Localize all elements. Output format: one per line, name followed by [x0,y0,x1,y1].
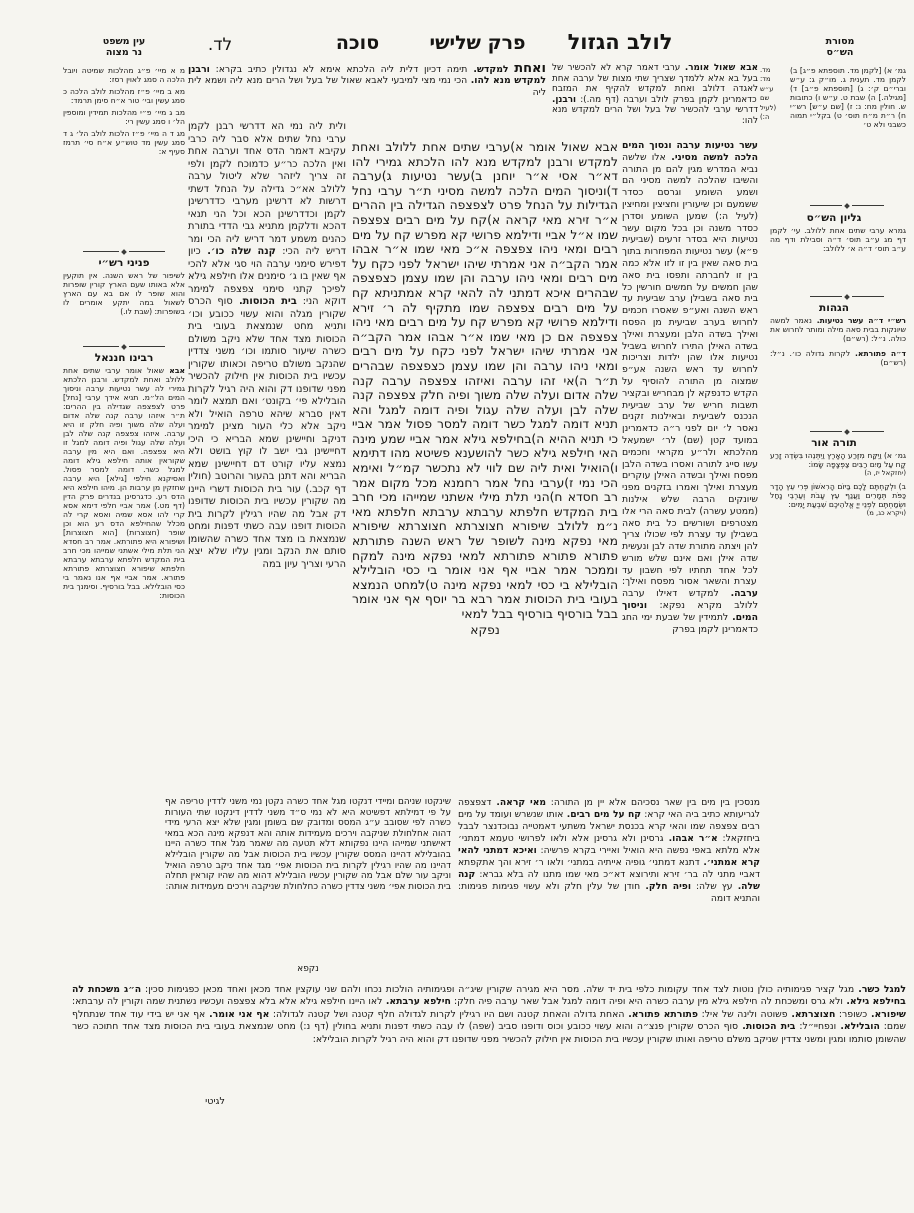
rashi-dibur-body: דתנא דמתני׳ גופיה אייתיה במתני׳ ולאו ר׳ זירא והך אתקפתא דאביי מתני לה בר׳ זירא ותירוצא דא״כ מאי שמו מתנו לה בלא גברא: [458,857,760,880]
hagahot-entry [770,316,906,343]
rashi-wide-block [458,797,760,983]
chapter-title: לולב הגזול [567,30,673,54]
marginal-references [760,66,786,200]
torah-or-verse-text: גמ׳ א) וַיִּקַּח מִזֶּרַע הָאָרֶץ וַיִּתְּנֵהוּ בִּשְׂדֵה זָרַע קָח עַל מַיִם רַבִּים צַפְצָפָה שָׂמוֹ: [770,451,906,469]
rashi-dibur-head: למגל כשר. [858,984,906,995]
gilyon-hashas-title: גליון הש״ס [806,212,862,224]
rashi-dibur-head: א״ר אבהו. [668,833,718,844]
masoret-header-line2: הש״ס [826,47,854,58]
gilyon-hashas-text: גמרא ערבי שתים אחת ללולב. עי׳ לקמן דף מג ע״ב תוס׳ ד״ה וסבילת ודף מה ע״ב תוס׳ ד״ה א׳ ללולב: [770,226,906,253]
marginal-ref: שם [760,94,770,103]
rashi-dibur-head: אבא שאול אומר. [684,63,758,73]
rashi-dibur-head: וניסוך המים. [622,600,758,623]
rashi-dibur-body: דדרשי ערבי להכשיר של בעל ושל הרים למקדש מנא להו: [552,105,758,126]
hagahot-title: הגהות [819,302,849,314]
torah-or-verse [770,482,906,517]
marginal-ref: ה:) [760,113,770,122]
ein-mishpat-entry: מא ב מיי׳ פ״ז מהלכות לולב הלכה כ סמג עשין ובי׳ טור א״ח סימן תרמד: [63,87,185,105]
marginal-ref: (לעיל [760,103,777,112]
pninei-rashi-text: לשיפור של ראש השנה. אין תוקעין אלא באותו שעם הארץ קורין שופרות והוא שופר לו אם בא עם הארץ לשאול במה יתקע אומרים לו בשופרות: (שבת לו.) [63,271,185,316]
tosafot-dibur-body: הכי נמי מצי למיבעי לאבא שאול של בעל ושל הרים מנא ליה ושמא לית ליה [188,75,546,98]
hagahot-entry-head: ד״ה פתורתא. [855,349,906,358]
rabbeinu-chananel-body: שאול אומר ערבי שתים אחת ללולב ואחת למקדש. ורבנן הלכתא גמירי לה עשר נטיעות ערבה וניסוך המים הל״מ. תניא אידך ערבי [נחל] פרט לצפצפה שגדילה בין ההרים: ת״ר איזהו ערבה קנה שלה אדום ועלה שלה משוך ופיה חלק זו היא ערבה. איזהו צפצפה קנה שלה לבן ועלה שלה עגול ופיה דומה למגל זו היא צפצפה. ואם היא מין ערבה שקוראין אותה חילפא גילא דומה למגל כשר. דומה למסר פסול. ואסיקנא חילפי [גילא] היא ערבה שחזקין מן ערבות הן. מיהו חילפא היא הדס רע. כדגרסינן בנדרים פרק הדין (דף מט.) אמר אביי חלפי דימא אסא קרי להו אסא שמיה ואסא קרי לה מכלל שהחילפא הדס רע הוא וכן שופר (חצוצרות) [הוא חצוצרות] ושיפורא היא פתורתא. אמר רב חסדא הני תלת מילי אשתני שמייהו מכי חרב בית המקדש חלפתא ערבתא ערבתא חלפתא שיפורא חצוצרתא פתורתא פתורא. אמר אביי אף אנו נאמר בי כסי הובלילא. בבל בורסיף. וסימנך בית הכוסות: [63,366,185,600]
ein-mishpat-entries [63,66,185,244]
rabbeinu-chananel-head: אבא [169,366,185,375]
rabbeinu-chananel-text [63,366,185,762]
tosafot-dibur-body: סוף הכרס שקורין מגלה והוא עשוי ככובע וכו׳ ותניא מחט שנמצאת בעובי בית הכוסות מצד אחד שלא ניקב משולם כשרה שיעור סותמו וכו׳ משני צדדין שהנקב משולם טריפה וכאותו שקורין עכשיו בית הכוסות אין חילוק להכשיר מפני שדופנו דק והוא היה רגיל לקרות הובלילא פי׳ בקונט׳ ואם תמצא לומר דאין סברא שיהא טרפה הואיל ולא ניקב אלא כלי העור מצינן למימר דניקב וחיישינן שמא הבריא כי היכי דחיישינן גבי ישב לו קוץ בושט ולא נמצא עליו קורט דם דחיישינן שמא הבריא והא דתנן בהעור והרוטב (חולין דף קכב.) עור בית הכוסות דשרי היינו מה שקורין עכשיו בית הכוסות שדופנו דק אבל מה שהיו רגילין לקרות בית הכוסות דופנו עבה כשתי דפנות ומחט שנמצאת בו מצד אחד כשרה שהשומן סותם את הנקב ומגין עליו שלא יצא הרעי וצריך עיון במה [188,296,346,570]
hagahot-entry-head: רש״י ד״ה עשר נטיעות. [816,316,906,325]
rashi-dibur-head: ורבנן. [552,94,577,105]
rashi-dibur-head: ופיה חלק. [645,881,691,892]
rashi-dibur-head: פתורתא פתורא. [628,1008,699,1020]
hagahot-entry [770,349,906,367]
rashi-dibur-head: מאי קראה. [496,797,547,808]
rashi-column [622,140,758,808]
rashi-dibur-body: עץ שלה: [695,881,733,892]
rashi-dibur-body: דצפצפה לגריעותא כתיב ביה האי קרא: [458,797,760,820]
hagahot-entry-body: לקרות גדולה כו׳. נ״ל: (רש״ם) [770,349,906,367]
gemara-column [352,140,618,637]
flourish-divider [810,293,884,300]
tosafot-dibur-head: למקדש. [473,64,509,75]
rashi-dibur-body: חודן של עלין חלק ולא עשוי פגימות פגימות: והתניא דומה [458,881,760,904]
rashi-dibur-body: האחת גדולה והאחת קטנה ושם היו רגילין לקרות לגדולה חלף קטנה ושל קטנה לגדולה: [272,1008,625,1020]
rashi-dibur-body: למקדש דאילו ערבה ללולב מקרא נפקא: [622,588,758,612]
masoret-header-line1: מסורת [825,36,855,47]
rashi-dibur-head: אף אני אומר. [209,1008,270,1020]
tosafot-dibur-head: בית הכוסות. [238,296,297,307]
ein-mishpat-header [63,36,185,58]
rashi-dibur-head: עשר נטיעות ערבה ונסוך המים הלכה למשה מסיני. [622,140,758,163]
masoret-hashas-header [775,36,905,58]
rashi-dibur-head: שיפורא. [870,1008,906,1020]
tosafot-dibur-head: ואחת [514,63,546,76]
pninei-rashi-title: פניני רש״י [98,257,150,269]
flourish-divider [83,343,165,350]
rashi-dibur-body: אותו שנשרש ועומד על מים רבים צפצפה שמו והאי קרא בכנסת ישראל משתעי דאמטייה נבוכדנצר לבבל ביחזקאל: [458,809,760,844]
tosafot-dibur-body: תימה דכיון דלית ליה הלכתא אימא לא נגדולין כתיב בקרא: [215,64,468,75]
rashi-dibur-body: אלו שלשה נביא המדרש מגין להם מן התורה והשיבו שהלכה למשה מסיני הם ושמע השומע וגרסם כסדר ששמעם וכן שיעורין וחציצין ומחיצין (לעיל ה:) שמען השומע וסדרן כסדר משנה וכן בכל מקום עשר נטיעות היא בסדר זרעים (שביעית פ״א) עשר נטיעות המפוזרות בתוך בית סאה שאין בין זו לזו אלא כמה בין זו לחברתה ותפסו בית סאה שהן חמשים על חמשים חורשין כל בית סאה בשבילן ערב שביעית עד ראש השנה ואע״פ שאסרו חכמים לחרוש בערב שביעית מן הפסח ואילך בשדה הלבן ומעצרת ואילך בשדה האילן התירו לחרוש בשביל נטיעות אלו שהן ילדות וצריכות לחרוש עד ראש השנה אע״פ שמצוה מן התורה להוסיף על הקדש כדנפקא לן מבחריש ובקציר תשבות חריש של ערב שביעית הנכנס לשביעית ובאילנות זקנים נאסר ל׳ יום לפני ר״ה כדאמרינן במועד קטן (שם) לר׳ ישמעאל מהלכתא ולר״ע מקראי וחכמים עשו סייג לתורה ואסרו בשדה הלבן מפסח ואילך ובשדה האילן עוקרים מעצרת ואילך ואמרו בזקנים מפני שיונקים הרבה שלש אילנות (ממטע עשרה) לבית סאה הרי אלו מצטרפים ושורשים כל בית סאה בשבילן עד עצרת לפי שכולו צריך להן ויצתה מתורת שדה לבן ונעשית שדה אילן ואם אינם שלש מורש לכל אחד תחתיו לפי חשבון עד עצרת והשאר אסור מפסח ואילך: [622,151,758,588]
rashi-dibur-body: מגל קציר פגימותיה כולן נוטות לצד אחד עקומות כלפי בית יד שלה. מסר היא מגירה שקורין שיג״ה ופגימותיה הולכות נכחו ולהם שני עוקצין אחד מכאן ואחד מכאן כפגימות סכין: [145,984,855,995]
rashi-dibur-body: ונפחיי״ל: [799,1021,837,1033]
torah-or-verse-text: ב) וּלְקַחְתֶּם לָכֶם בַּיּוֹם הָרִאשׁוֹן פְּרִי עֵץ הָדָר כַּפֹּת תְּמָרִים וַעֲנַף עֵץ עָבֹת וְעַרְבֵי נָחַל וּשְׂמַחְתֶּם לִפְנֵי יְיָ אֱלֹהֵיכֶם שִׁבְעַת יָמִים: [770,482,906,509]
tosafot-dibur-body: ולית ליה נמי הא דדרשי רבנן לקמן ערבי נחל שתים אלא סבר ליה כרבי עקיבא דאמר הדס אחד וערבה אחת ואין הלכה כר״ע כדמוכח לקמן ולפי זה צריך ליזהר שלא ליטול ערבה ללולב אא״כ גדילה על הנחל דשתי דרשות לא דרשינן מערבי כדדרשינן לקמן וכדדרשינן הכא וכל הני תנאי דהכא ודלקמן מתניא גבי הדדי בתורת כהנים משמע דמר דריש ליה הכי ומר דריש ליה הכי: [188,121,346,257]
rashi-dibur-head: ערבה. [730,588,758,600]
ein-mishpat-entry: מ א מיי׳ פ״ג מהלכות שמיטה ויובל הלכה ה סמג לאוין רסז: [63,66,185,84]
gemara-text: אבא שאול אומר א)ערבי שתים אחת ללולב ואחת למקדש ורבנן למקדש מנא להו הלכתא גמירי להו דא״ר אסי א״ר יוחנן ב)עשר נטיעות ג)ערבה ד)וניסוך המים הלכה למשה מסיני ת״ר ערבי נחל הגדילות על הנחל פרט לצפצפה הגדילה בין ההרים א״ר זירא מאי קראה א)קח על מים רבים צפצפה שמו א״ל אביי ודילמא פרושי קא מפרש קח על מים רבים ומאי ניהו צפצפה א״כ מאי שמו א״ר אבהו אמר הקב״ה אני אמרתי שיהו ישראל לפני כקח על מים רבים ומאי ניהו ערבה והן שמו עצמן כצפצפה שבהרים איכא דמתני לה להאי קרא אמתניתא קח על מים רבים צפצפה שמו מתקיף לה ר׳ זירא ודילמא פרושי קא מפרש קח על מים רבים מאי ניהו צפצפה אם כן מאי שמו א״ר אבהו אמר הקב״ה אני אמרתי שיהו ישראל לפני כקח על מים רבים ומאי ניהו ערבה והן שמו עצמן כצפצפה שבהרים ת״ר ה)אי זהו ערבה ואיזהו צפצפה ערבה קנה שלה אדום ועלה שלה משוך ופיה חלק צפצפה קנה שלה לבן ועלה שלה עגול ופיה דומה למגל והא תניא דומה למגל כשר דומה למסר פסול אמר אביי כי תניא ההיא ה)בחילפא גילא אמר אביי שמע מינה האי חילפא גילא כשר להושענא פשיטא מהו דתימא ו)הואיל ואית ליה שם לווי לא נתכשר קמ״ל ואימא הכי נמי ז)ערבי נחל אמר רחמנא מכל מקום אמר רב חסדא ח)הני תלת מילי אשתני שמייהו מכי חרב בית המקדש חלפתא ערבתא ערבתא חלפתא מאי נ״מ ללולב שיפורא חצוצרתא חצוצרתא שיפורא מאי נפקא מינה לשופר של ראש השנה פתורתא פתורא פתורא פתורתא למאי נפקא מינה למקח וממכר אמר אביי אף אני אומר בי כסי הובלילא הובלילא בי כסי למאי נפקא מינה ט)למחט הנמצא בעובי בית הכוסות אמר רבא בר יוסף אף אני אומר בבל בורסיף בורסיף בבל למאי [352,140,618,621]
hagahot-entry-body: נאמר למשה שיונקות בבית סאה מילה ומותר לחרוש את כולה. נ״ל: (רש״ם) [770,316,906,343]
marginal-ref: מד: [760,75,771,84]
rashi-dibur-head: חילפא ערבתא. [385,996,451,1008]
torah-or-title: תורה אור [811,437,857,449]
tosafot-wide-block: שינקטו שניהם ומיידי דנקטו מגל אחד כשרה נקטן נמי משני לדדין טריפה אף על פי דמילתא דפשיטא היא לא נמי ס״ד משני לדדין דינקטו שתי העורות כשרה לפי שסובב ע״ג המסס ומדובק שם בשומן ומגין שלא יצא הרעי מידי דהוה אחלחולת שניקבה וירכים מעמידות אותה והא דנפקא מינה הכא במאי דאישתני שמייהו היינו נפקותא דלא תטעה מה שאמר מגל אחד כשרה היינו בהובלילא דהיינו המסס שקורין עכשיו בית הכוסות אבל מה שקורין הובלילא דהיינו מה שהיו רגילין לקרות בית הכוסות אפי׳ מגד אחד ניקב טרפה הואיל וניקב עור שלם אבל מה שקורין עכשיו הובלילא דהוא מה שהיו קוראין תחלה בית הכוסות אפי׳ משני צדדין כשרה כחלחולת שניקבה וירכים מעמידות אותה: [165,797,451,892]
flourish-divider [810,202,884,209]
rashi-dibur-body: לאו היינו חילפא גילא אלא בלא צפצפה ועכשיו נשתנית שמה וקורין לה ערבתא: [72,996,383,1008]
rashi-dibur-head: ה״ג משכחת לה בחילפא גילא. [72,984,906,1008]
rashi-dibur-body: לתמידין של שבעת ימי החג כדאמרינן לקמן בפרק [622,611,758,635]
tractate-title: סוכה [335,32,380,54]
tosafot-dibur-head: קנה שלה כו׳. [207,246,276,257]
rashi-dibur-head: קנה שלה. [458,869,760,892]
gemara-last-word: נפקא [470,622,500,637]
torah-or-verse-source: (ויקרא כג, מ) [866,509,906,517]
tosafot-column [188,121,346,791]
tosafot-catchword: נקפא [297,964,319,974]
page-catchword: לגיטי [205,1096,225,1107]
ein-mishpat-entry: מג ד ה מיי׳ פ״ז הלכות לולב הל׳ ג ד סמג עשין מד טוש״ע א״ח סי׳ תרמז סעיף א: [63,129,185,156]
marginal-ref: מד. [760,66,771,74]
rashi-fullwidth-block [72,984,906,1092]
tosafot-dibur-head: ורבנן למקדש מנא להו. [188,64,546,87]
rashi-dibur-body: כשופר: [838,1008,868,1020]
rashi-dibur-body: ערבי דאמר קרא לא להכשיר של בעל בא אלא ללמדך שצריך שתי מצות של ערבה אחת לאגדה דלולב ואחת למקדש להקיף את המזבח כדאמרינן לקמן בפרק לולב וערבה (דף מה.): [552,63,758,105]
tosafot-top-block [188,63,546,120]
ein-header-line2: נר מצוה [105,47,143,58]
ein-mishpat-entry: מב ג מיי׳ פ״י מהלכות תמידין ומוספין הל׳ ו סמג עשין רי: [63,108,185,126]
rashi-dibur-head: בית הכוסות. [742,1021,796,1033]
rashi-top-block [552,63,758,139]
flourish-divider [83,248,165,255]
tosafot-dibur-body: כיון דפירש סימני ערבה הוי סגי אלא להכי אף שאין בו ג׳ סימנים אלו חילפא גילא לפיכך קתני סימני צפצפה למימר דוקא הני: [188,246,346,307]
marginal-ref: ע״ש [760,84,774,93]
rashi-dibur-head: הובלילא. [840,1021,880,1033]
torah-or-verses [770,451,906,579]
masoret-hashas-text: גמ׳ א) [לקמן מד. תוספתא פ״ג] ב) לקמן מד. תענית ג. מו״ק ג: ע״ש וברי״ם ק׳: ג) [תוספתא פ״ב] ד) [מגילה.] ה) שבת ט. ע״ש ו) כתובות ש. חולין מח: נ: ז) [שם ע״ש] רש״י ח) ר״ת מ״ח תוס׳ ט) בקל״י תמוה כשבני ולא ט׳ [790,66,906,129]
ein-header-line1: עין משפט [102,36,146,47]
rashi-dibur-head: קח על מים רבים. [566,809,642,820]
rashi-dibur-body: מנסכין בין מים בין שאר נסכיהם אלא יין מן התורה: [550,797,760,808]
rashi-dibur-head: ואיכא דמתני להאי קרא אמתני׳. [458,845,760,868]
flourish-divider [810,428,884,435]
torah-or-verse-source: (יחזקאל יז, ה) [864,469,906,477]
rashi-dibur-body: ולא גרס ומשכחת לה חילפא גילא מין ערבה כשרה היא ופיה דומה למגל אבל שאר ערבה פיה חלק: [454,996,843,1008]
rashi-dibur-body: אף אני יש בידי עוד אחד שנתחלף שמם: [72,1008,906,1033]
torah-or-verse [770,451,906,477]
rashi-dibur-head: חצוצרתא. [791,1008,836,1020]
perek-title: פרק שלישי [429,32,526,54]
rashi-dibur-body: סוף הכרס שקורין פנצ״ה והוא עשוי ככובע וכוס ודופנו סביב (שפה) לו עבה כשתי דפנות ותניא בחולין (דף נ:) מחט שנמצאת בעובי בית הכוסות מצד אחד חתוכה כשר שהשומן סותמו ומגין ומשני צדדין שניקב משלם טריפה ואותו שקורין עכשיו בית הכוסות אין חילוק להכשיר מפני שדופנו דק והוא היה רגיל לקרות הובלילא: [72,1021,906,1045]
rashi-dibur-body: פשוטה ולינה של איל: [701,1008,788,1020]
rashi-dibur-body: גרסינן ולא גרסינן אלא ולאו לפרושי טעמא דמתני׳ אלא מלתא באפי נפשה היא הואיל ואיירי בקרא פרשיה: [458,833,760,856]
rabbeinu-chananel-title: רבינו חננאל [94,352,154,364]
page-number: לד. [207,35,233,55]
hagahot-entries [770,316,906,422]
